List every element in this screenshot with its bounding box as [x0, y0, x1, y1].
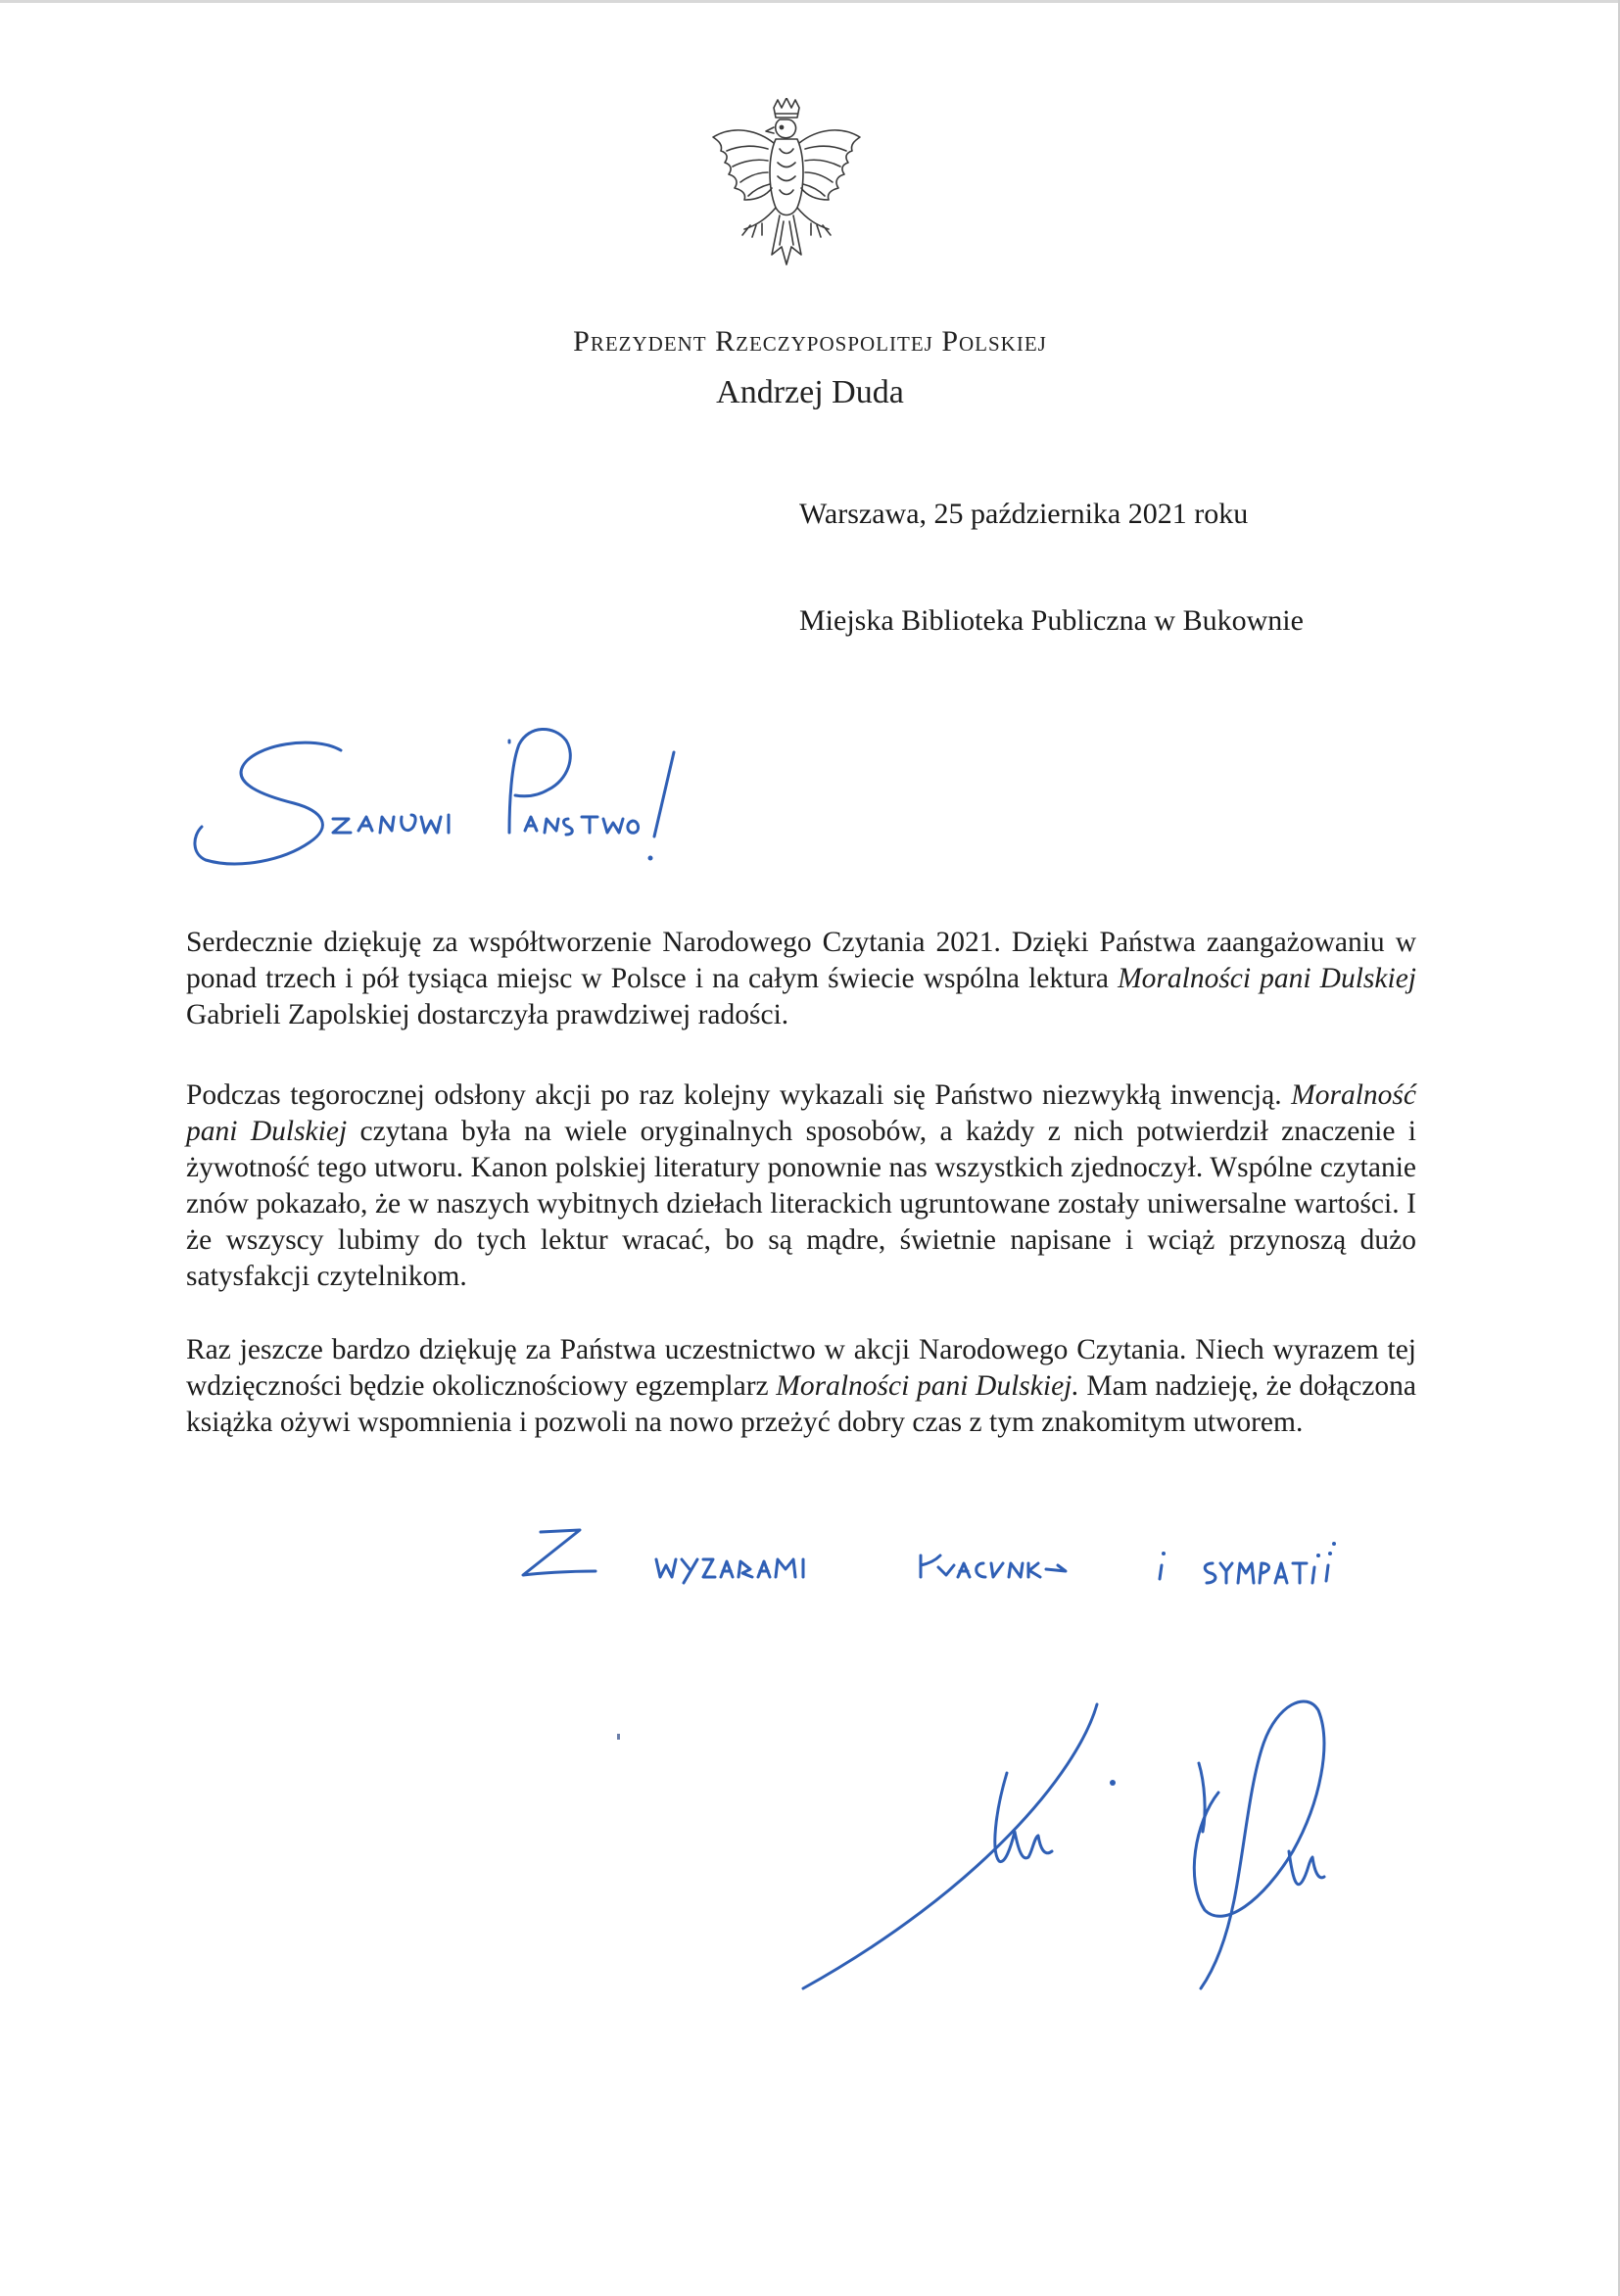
closing-ink: [509, 1508, 1391, 1626]
paragraph-2-text-a: Podczas tegorocznej odsłony akcji po raz kolejny wykazali się Państwo niezwykłą inwencją.: [186, 1079, 1292, 1111]
salutation-ink: [186, 705, 735, 921]
paragraph-1-book-title: Moralności pani Dulskiej: [1118, 963, 1416, 994]
polish-white-eagle-emblem-icon: [697, 98, 876, 294]
handwritten-closing: [509, 1508, 1391, 1626]
date-line: Warszawa, 25 października 2021 roku: [799, 498, 1249, 530]
paragraph-2-text-b: czytana była na wiele oryginalnych sposobów, a każdy z nich potwierdził znaczenie i żywotność tego utworu. Kanon polskiej literatury ponownie nas wszystkich zjednoczył. Wspólne czytanie znów pokazało, że w naszych wybitnych dziełach literackich ugruntowane zostały uniwersalne wartości. I że wszyscy lubimy do tych lektur wracać, bo są mądre, świetnie napisane i wciąż przynoszą dużo satysfakcji czytelnikom.: [186, 1116, 1416, 1292]
paragraph-3-text-b: Mam nadzieję, że dołączona książka ożywi wspomnienia i pozwoli na nowo przeżyć dobry czas z tym znakomitym utworem.: [186, 1370, 1416, 1438]
ink-speck: [617, 1734, 620, 1740]
paragraph-3-text-a: Raz jeszcze bardzo dziękuję za Państwa uczestnictwo w akcji Narodowego Czytania. Niech wyrazem tej wdzięczności będzie okolicznościowy egzemplarz: [186, 1334, 1416, 1402]
office-title-text: Prezydent Rzeczypospolitej Polskiej: [573, 325, 1047, 358]
paragraph-1-text-a: Serdecznie dziękuję za współtworzenie Narodowego Czytania 2021. Dzięki Państwa zaangażowaniu w ponad trzech i pół tysiąca miejsc w Polsce i na całym świecie wspólna lektura: [186, 927, 1416, 994]
paragraph-1: [186, 925, 1416, 1033]
office-title: [0, 325, 1620, 359]
page-edge-top: [0, 0, 1620, 3]
paragraph-3-book-title: Moralności pani Dulskiej.: [776, 1370, 1079, 1402]
paragraph-3: [186, 1332, 1416, 1441]
handwritten-signature: [784, 1655, 1391, 2008]
handwritten-salutation: [186, 705, 735, 921]
paragraph-2: [186, 1077, 1416, 1295]
paragraph-2-book-title: Moralność pani Dulskiej: [186, 1079, 1416, 1147]
president-name: Andrzej Duda: [716, 374, 904, 410]
recipient: Miejska Biblioteka Publiczna w Bukownie: [799, 604, 1304, 637]
paragraph-1-text-b: Gabrieli Zapolskiej dostarczyła prawdziwej radości.: [186, 999, 789, 1030]
